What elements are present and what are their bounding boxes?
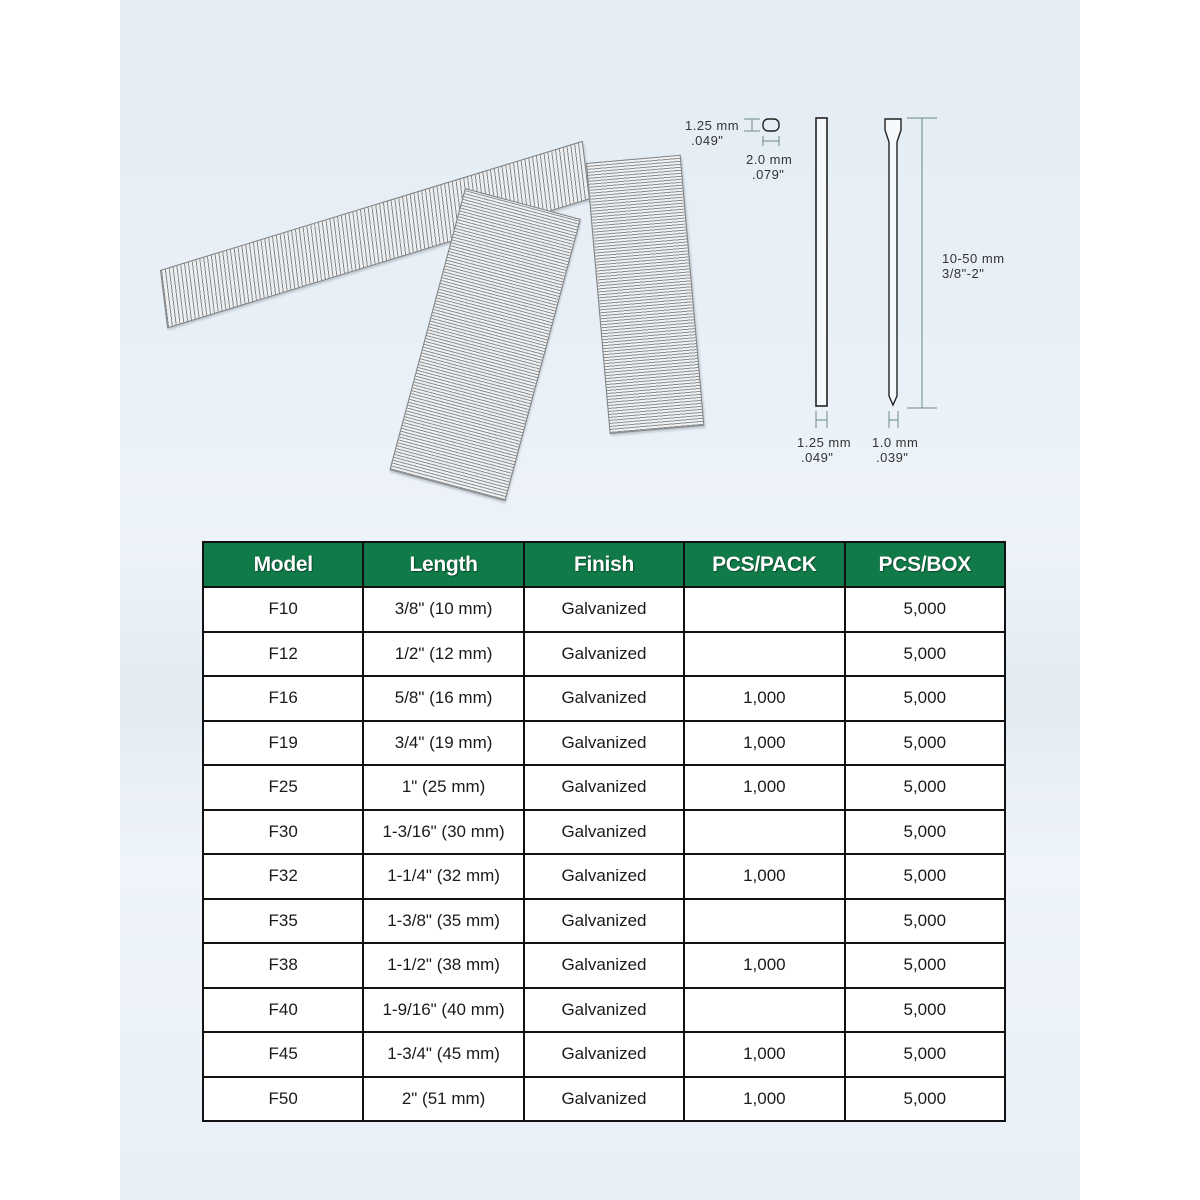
cell-pcs-box: 5,000: [845, 943, 1005, 988]
length-range-label: 10-50 mm 3/8"-2": [942, 251, 1005, 281]
cell-model: F19: [203, 721, 363, 766]
cell-pcs-pack: 1,000: [684, 721, 844, 766]
cell-length: 5/8" (16 mm): [363, 676, 523, 721]
cell-pcs-pack: 1,000: [684, 765, 844, 810]
cell-pcs-pack: [684, 988, 844, 1033]
cell-pcs-pack: [684, 810, 844, 855]
cell-finish: Galvanized: [524, 587, 684, 632]
cell-pcs-box: 5,000: [845, 587, 1005, 632]
cell-model: F45: [203, 1032, 363, 1077]
nail-outline-icon: [0, 0, 1200, 520]
table-row: [203, 899, 1005, 944]
cell-model: F12: [203, 632, 363, 677]
shank-width-label: 1.25 mm .049": [797, 435, 852, 465]
cell-finish: Galvanized: [524, 1077, 684, 1122]
cell-pcs-box: 5,000: [845, 810, 1005, 855]
cell-length: 1-3/16" (30 mm): [363, 810, 523, 855]
cell-pcs-pack: 1,000: [684, 1032, 844, 1077]
cell-length: 3/4" (19 mm): [363, 721, 523, 766]
cell-pcs-box: 5,000: [845, 899, 1005, 944]
spec-table: [202, 541, 1006, 1122]
cell-model: F10: [203, 587, 363, 632]
table-header-row: [203, 542, 1005, 587]
cell-finish: Galvanized: [524, 899, 684, 944]
column-header-pcs-box: PCS/BOX: [845, 542, 1005, 587]
cell-pcs-box: 5,000: [845, 632, 1005, 677]
table-row: [203, 988, 1005, 1033]
column-header-model: Model: [203, 542, 363, 587]
cell-finish: Galvanized: [524, 810, 684, 855]
cell-length: 3/8" (10 mm): [363, 587, 523, 632]
cell-model: F38: [203, 943, 363, 988]
cell-pcs-pack: [684, 899, 844, 944]
cell-model: F40: [203, 988, 363, 1033]
cell-finish: Galvanized: [524, 676, 684, 721]
cell-finish: Galvanized: [524, 988, 684, 1033]
cell-model: F16: [203, 676, 363, 721]
head-width-label: 2.0 mm .079": [746, 152, 793, 182]
table-row: [203, 587, 1005, 632]
cell-finish: Galvanized: [524, 632, 684, 677]
table-row: [203, 854, 1005, 899]
cell-length: 1-9/16" (40 mm): [363, 988, 523, 1033]
table-row: [203, 1077, 1005, 1122]
cell-pcs-box: 5,000: [845, 765, 1005, 810]
cell-pcs-box: 5,000: [845, 854, 1005, 899]
cell-finish: Galvanized: [524, 854, 684, 899]
cell-model: F25: [203, 765, 363, 810]
table-row: [203, 676, 1005, 721]
column-header-finish: Finish: [524, 542, 684, 587]
cell-length: 1-1/4" (32 mm): [363, 854, 523, 899]
table-row: [203, 765, 1005, 810]
cell-model: F32: [203, 854, 363, 899]
cell-pcs-pack: [684, 587, 844, 632]
cell-pcs-pack: 1,000: [684, 676, 844, 721]
table-row: [203, 1032, 1005, 1077]
cell-finish: Galvanized: [524, 721, 684, 766]
cell-model: F35: [203, 899, 363, 944]
cell-pcs-pack: 1,000: [684, 1077, 844, 1122]
cell-finish: Galvanized: [524, 943, 684, 988]
head-height-label: 1.25 mm .049": [685, 118, 740, 148]
column-header-length: Length: [363, 542, 523, 587]
cell-length: 1/2" (12 mm): [363, 632, 523, 677]
tip-width-label: 1.0 mm .039": [872, 435, 919, 465]
cell-finish: Galvanized: [524, 1032, 684, 1077]
cell-length: 1-3/4" (45 mm): [363, 1032, 523, 1077]
column-header-pcs-pack: PCS/PACK: [684, 542, 844, 587]
table-row: [203, 810, 1005, 855]
cell-pcs-pack: 1,000: [684, 943, 844, 988]
cell-length: 1" (25 mm): [363, 765, 523, 810]
cell-length: 2" (51 mm): [363, 1077, 523, 1122]
cell-pcs-box: 5,000: [845, 988, 1005, 1033]
cell-model: F50: [203, 1077, 363, 1122]
cell-pcs-box: 5,000: [845, 1032, 1005, 1077]
cell-pcs-box: 5,000: [845, 721, 1005, 766]
table-row: [203, 943, 1005, 988]
cell-model: F30: [203, 810, 363, 855]
table-row: [203, 632, 1005, 677]
cell-finish: Galvanized: [524, 765, 684, 810]
cell-length: 1-1/2" (38 mm): [363, 943, 523, 988]
cell-pcs-pack: [684, 632, 844, 677]
nail-dimension-diagram: [0, 0, 1200, 520]
cell-pcs-box: 5,000: [845, 676, 1005, 721]
table-row: [203, 721, 1005, 766]
cell-length: 1-3/8" (35 mm): [363, 899, 523, 944]
cell-pcs-box: 5,000: [845, 1077, 1005, 1122]
cell-pcs-pack: 1,000: [684, 854, 844, 899]
